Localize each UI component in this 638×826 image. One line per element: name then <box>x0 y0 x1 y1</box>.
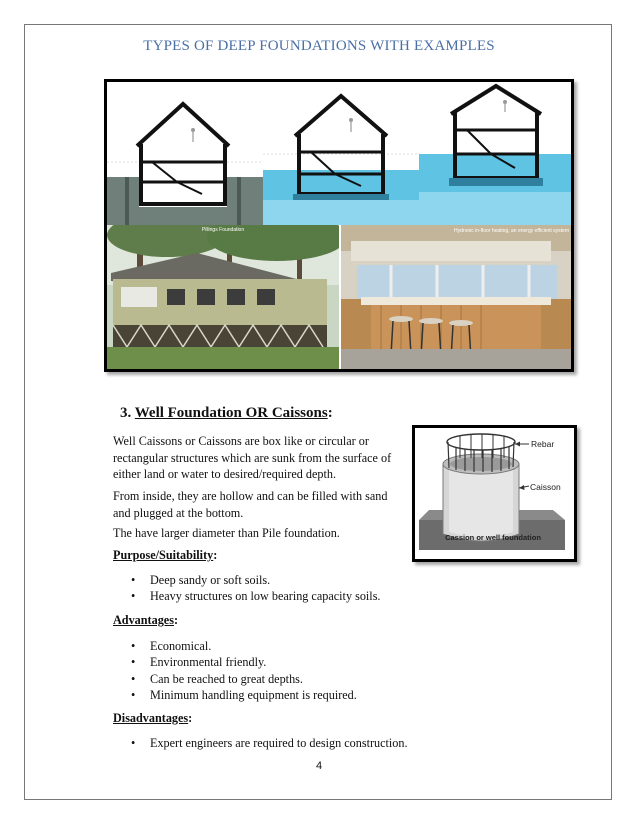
list-item: • Expert engineers are required to design construction. <box>113 735 513 751</box>
list-item: • Environmental friendly. <box>113 654 453 670</box>
section-colon: : <box>327 405 333 421</box>
list-item: • Minimum handling equipment is required. <box>113 687 453 703</box>
purpose-heading: Purpose/Suitability: <box>113 548 218 562</box>
section-land-house <box>107 82 263 225</box>
advantages-list <box>113 638 453 703</box>
list-item: • Heavy structures on low bearing capacity soils. <box>113 588 453 604</box>
section-number: 3. <box>120 405 132 421</box>
list-item: • Economical. <box>113 638 453 654</box>
caisson-label: Caisson <box>530 482 561 492</box>
pile-house-caption: Pillings Foundation <box>201 227 245 233</box>
paragraph-diameter: The have larger diameter than Pile foundation. <box>113 526 340 540</box>
section-title: Well Foundation OR Caissons <box>134 405 328 421</box>
house-section-flood-drawing <box>419 82 571 225</box>
list-item: • Deep sandy or soft soils. <box>113 572 453 588</box>
section-flood-house <box>419 82 571 225</box>
caisson-caption: Cassion or well foundation <box>445 533 541 542</box>
caisson-diagram <box>415 428 574 559</box>
kitchen-caption: Hydronic in-floor heating, an energy efficient system <box>454 228 569 234</box>
page-header: TYPES OF DEEP FOUNDATIONS WITH EXAMPLES <box>143 38 495 54</box>
disadvantages-list <box>113 735 513 751</box>
section-water-house <box>263 82 419 225</box>
purpose-list <box>113 572 453 605</box>
paragraph-hollow: From inside, they are hollow and can be filled with sand and plugged at the bottom. <box>113 489 388 520</box>
house-section-land-drawing <box>107 82 263 225</box>
section-heading <box>120 405 333 422</box>
kitchen-photo <box>341 225 571 369</box>
foundation-examples-figure <box>104 79 574 372</box>
rebar-label: Rebar <box>531 439 555 449</box>
house-section-water-drawing <box>263 82 419 225</box>
paragraph-definition: Well Caissons or Caissons are box like or circular or rectangular structures which are sunk from the surface of either land or water to desired/required depth. <box>113 434 392 482</box>
kitchen-image <box>341 225 571 369</box>
disadvantages-heading: Disadvantages: <box>113 711 193 725</box>
stilt-house-image <box>107 225 339 369</box>
pile-house-photo <box>107 225 339 369</box>
advantages-heading: Advantages: <box>113 613 179 627</box>
caisson-figure <box>412 425 577 562</box>
page-number: 4 <box>315 760 323 772</box>
list-item: • Can be reached to great depths. <box>113 671 453 687</box>
